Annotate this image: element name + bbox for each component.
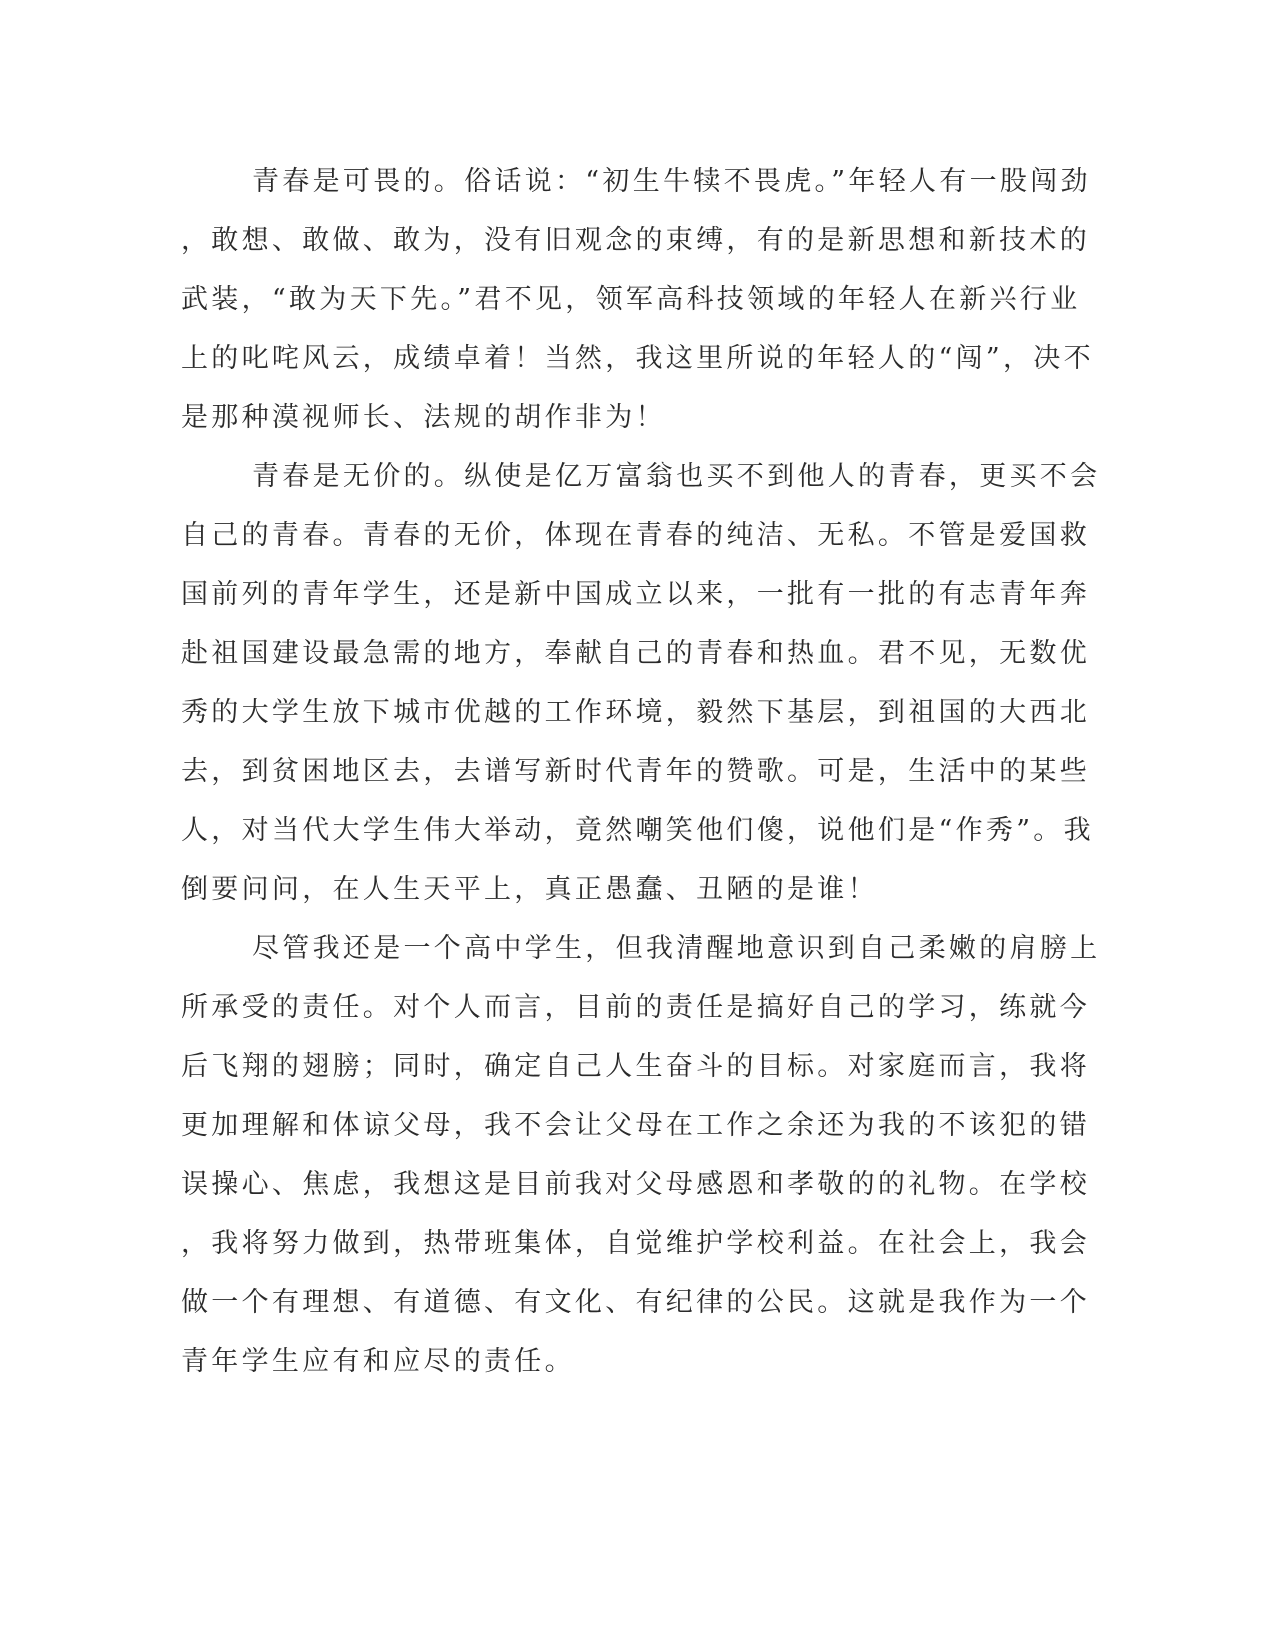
paragraph-3-line-5: 误操心、焦虑，我想这是目前我对父母感恩和孝敬的的礼物。在学校 (181, 1169, 1090, 1200)
paragraph-1-line-3: 武装，“敢为天下先。”君不见，领军高科技领域的年轻人在新兴行业 (181, 284, 1081, 315)
paragraph-3-line-4: 更加理解和体谅父母，我不会让父母在工作之余还为我的不该犯的错 (181, 1110, 1090, 1141)
paragraph-3-line-8: 青年学生应有和应尽的责任。 (181, 1346, 575, 1377)
paragraph-1-line-4: 上的叱咤风云，成绩卓着！当然，我这里所说的年轻人的“闯”，决不 (181, 343, 1094, 374)
paragraph-3-line-7: 做一个有理想、有道德、有文化、有纪律的公民。这就是我作为一个 (181, 1287, 1090, 1318)
paragraph-3-line-6: ，我将努力做到，热带班集体，自觉维护学校利益。在社会上，我会 (181, 1228, 1090, 1259)
paragraph-2-line-6: 去，到贫困地区去，去谱写新时代青年的赞歌。可是，生活中的某些 (181, 756, 1090, 787)
paragraph-3-line-1: 尽管我还是一个高中学生，但我清醒地意识到自己柔嫩的肩膀上 (252, 933, 1101, 964)
paragraph-2-line-7: 人，对当代大学生伟大举动，竟然嘲笑他们傻，说他们是“作秀”。我 (181, 815, 1094, 846)
paragraph-3-line-3: 后飞翔的翅膀；同时，确定自己人生奋斗的目标。对家庭而言，我将 (181, 1051, 1090, 1082)
paragraph-3-line-2: 所承受的责任。对个人而言，目前的责任是搞好自己的学习，练就今 (181, 992, 1090, 1023)
paragraph-2-line-1: 青春是无价的。纵使是亿万富翁也买不到他人的青春，更买不会 (252, 461, 1101, 492)
paragraph-2-line-4: 赴祖国建设最急需的地方，奉献自己的青春和热血。君不见，无数优 (181, 638, 1090, 669)
paragraph-2-line-3: 国前列的青年学生，还是新中国成立以来，一批有一批的有志青年奔 (181, 579, 1090, 610)
paragraph-1-line-2: ，敢想、敢做、敢为，没有旧观念的束缚，有的是新思想和新技术的 (181, 225, 1090, 256)
paragraph-2-line-8: 倒要问问，在人生天平上，真正愚蠢、丑陋的是谁！ (181, 874, 878, 905)
paragraph-1-line-5: 是那种漠视师长、法规的胡作非为！ (181, 402, 666, 433)
paragraph-2-line-5: 秀的大学生放下城市优越的工作环境，毅然下基层，到祖国的大西北 (181, 697, 1090, 728)
paragraph-1-line-1: 青春是可畏的。俗话说：“初生牛犊不畏虎。”年轻人有一股闯劲 (252, 166, 1091, 197)
paragraph-2-line-2: 自己的青春。青春的无价，体现在青春的纯洁、无私。不管是爱国救 (181, 520, 1090, 551)
